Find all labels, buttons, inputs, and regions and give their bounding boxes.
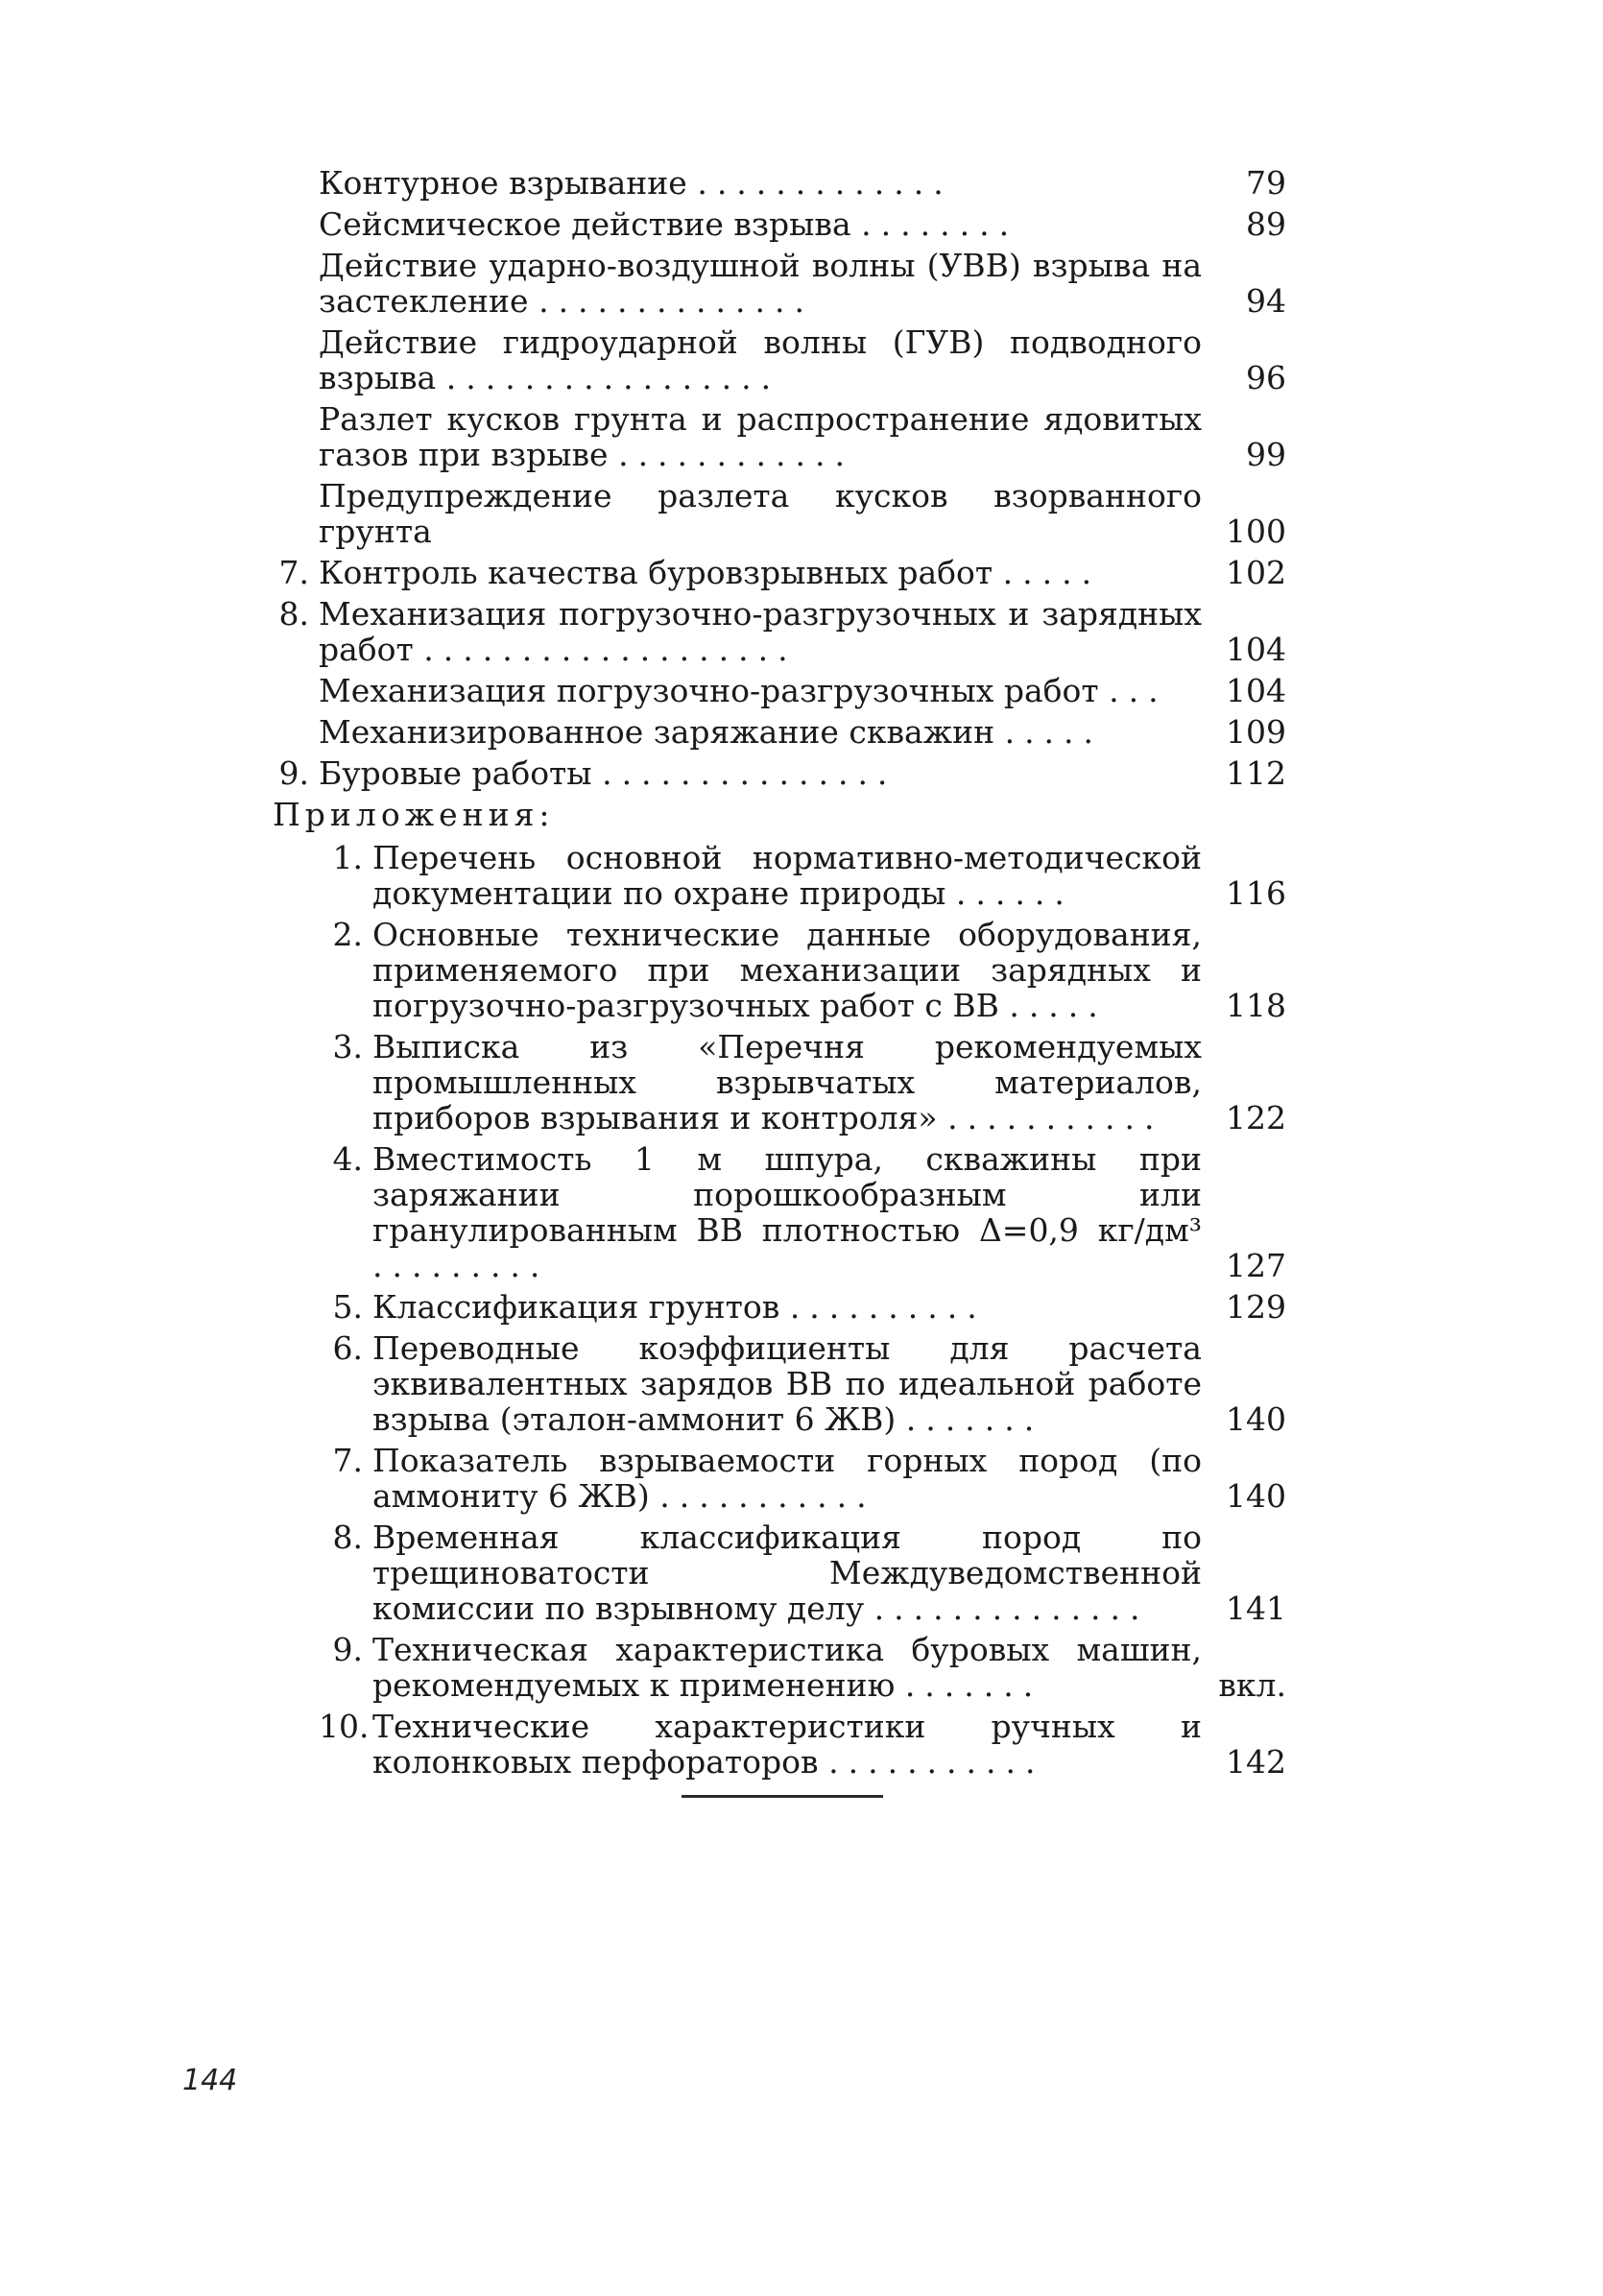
toc-entry-page: 89 xyxy=(1246,205,1286,243)
appendix-page: 118 xyxy=(1226,987,1286,1024)
appendix-page: 127 xyxy=(1226,1247,1286,1284)
appendix-page: 140 xyxy=(1226,1400,1286,1438)
appendix-title: Основные технические данные оборудования, применяемого при механизации зарядных и погрузочно-разгрузочных работ с ВВ ..... xyxy=(372,916,1202,1024)
toc-entry-title: Буровые работы ............... xyxy=(319,754,897,792)
appendix-entry xyxy=(269,1709,1286,1780)
toc-entry xyxy=(269,324,1286,395)
appendix-title: Перечень основной нормативно-методической документации по охране природы ...... xyxy=(372,839,1202,912)
toc-entry-title: Контурное взрывание ............. xyxy=(319,164,953,202)
toc-entry xyxy=(269,596,1286,667)
toc-entry-page: 96 xyxy=(1246,359,1286,396)
appendix-number: 3. xyxy=(332,1028,363,1065)
appendix-heading: Приложения: xyxy=(273,796,555,833)
toc-entry xyxy=(269,755,1286,791)
toc-entry-number: 8. xyxy=(278,595,309,633)
toc-entry-page: 104 xyxy=(1226,672,1286,709)
toc-entry-title: Действие ударно-воздушной волны (УВВ) взрыва на застекление .............. xyxy=(319,247,1202,320)
appendix-page: 129 xyxy=(1226,1288,1286,1326)
appendix-page: 142 xyxy=(1226,1743,1286,1781)
appendix-number: 1. xyxy=(332,839,363,876)
toc-entry-title: Механизация погрузочно-разгрузочных работ ... xyxy=(319,672,1168,709)
appendix-number: 10. xyxy=(319,1708,370,1745)
appendix-title: Классификация грунтов .......... xyxy=(372,1288,987,1326)
appendix-page: 141 xyxy=(1226,1590,1286,1627)
table-of-contents xyxy=(269,165,1286,1785)
appendix-entry xyxy=(269,1289,1286,1325)
toc-entry-title: Предупреждение разлета кусков взорванного грунта xyxy=(319,477,1202,550)
toc-entry-page: 100 xyxy=(1226,513,1286,550)
toc-entry xyxy=(269,248,1286,319)
toc-entry-page: 79 xyxy=(1246,164,1286,202)
toc-entry xyxy=(269,714,1286,750)
appendix-entry xyxy=(269,1141,1286,1283)
toc-entry-page: 112 xyxy=(1226,754,1286,792)
appendix-number: 8. xyxy=(332,1519,363,1556)
appendix-entry xyxy=(269,1029,1286,1136)
toc-entry-title: Контроль качества буровзрывных работ ..... xyxy=(319,554,1102,591)
appendix-page: 122 xyxy=(1226,1099,1286,1136)
appendix-title: Выписка из «Перечня рекомендуемых промышленных взрывчатых материалов, приборов взрывания и контроля» ........... xyxy=(372,1028,1202,1136)
appendix-entry xyxy=(269,1443,1286,1514)
page-number: 144 xyxy=(182,2064,238,2097)
appendix-title: Технические характеристики ручных и колонковых перфораторов ........... xyxy=(372,1708,1202,1781)
toc-entry xyxy=(269,206,1286,242)
appendix-number: 9. xyxy=(332,1631,363,1668)
appendix-number: 6. xyxy=(332,1329,363,1367)
appendix-title: Временная классификация пород по трещиноватости Междуведомственной комиссии по взрывному делу .............. xyxy=(372,1519,1202,1627)
appendix-entry xyxy=(269,1330,1286,1437)
toc-entry-title: Разлет кусков грунта и распространение ядовитых газов при взрыве ............ xyxy=(319,400,1202,473)
appendix-title: Переводные коэффициенты для расчета эквивалентных зарядов ВВ по идеальной работе взрыва (эталон-аммонит 6 ЖВ) ....... xyxy=(372,1329,1202,1438)
appendix-number: 7. xyxy=(332,1442,363,1479)
toc-entry xyxy=(269,165,1286,201)
appendix-entry xyxy=(269,917,1286,1023)
toc-entry-title: Действие гидроударной волны (ГУВ) подводного взрыва ................. xyxy=(319,323,1202,396)
appendix-number: 5. xyxy=(332,1288,363,1326)
toc-entry-title: Сейсмическое действие взрыва ........ xyxy=(319,205,1019,243)
toc-entry-page: 102 xyxy=(1226,554,1286,591)
appendix-title: Техническая характеристика буровых машин, рекомендуемых к применению ....... xyxy=(372,1631,1202,1704)
appendix-entry xyxy=(269,1519,1286,1626)
toc-entry xyxy=(269,401,1286,472)
toc-entry-number: 7. xyxy=(278,554,309,591)
appendix-title: Вместимость 1 м шпура, скважины при заряжании порошкообразным или гранулированным ВВ плотностью Δ=0,9 кг/дм³ ......... xyxy=(372,1140,1202,1284)
toc-entry xyxy=(269,555,1286,590)
toc-entry-page: 94 xyxy=(1246,282,1286,320)
appendix-page: 116 xyxy=(1226,874,1286,912)
toc-entry-page: 109 xyxy=(1226,713,1286,751)
toc-entry-number: 9. xyxy=(278,754,309,792)
appendix-page: 140 xyxy=(1226,1477,1286,1515)
toc-entry-page: 104 xyxy=(1226,631,1286,668)
end-rule xyxy=(682,1795,883,1798)
appendix-number: 4. xyxy=(332,1140,363,1178)
appendix-page: вкл. xyxy=(1218,1666,1286,1704)
toc-entry xyxy=(269,673,1286,708)
toc-entry-page: 99 xyxy=(1246,436,1286,473)
appendix-title: Показатель взрываемости горных пород (по аммониту 6 ЖВ) ........... xyxy=(372,1442,1202,1515)
appendix-number: 2. xyxy=(332,916,363,953)
toc-entry xyxy=(269,478,1286,549)
appendix-entry xyxy=(269,1632,1286,1703)
toc-entry-title: Механизация погрузочно-разгрузочных и зарядных работ ................... xyxy=(319,595,1202,668)
toc-entry-title: Механизированное заряжание скважин ..... xyxy=(319,713,1104,751)
appendix-entry xyxy=(269,840,1286,911)
